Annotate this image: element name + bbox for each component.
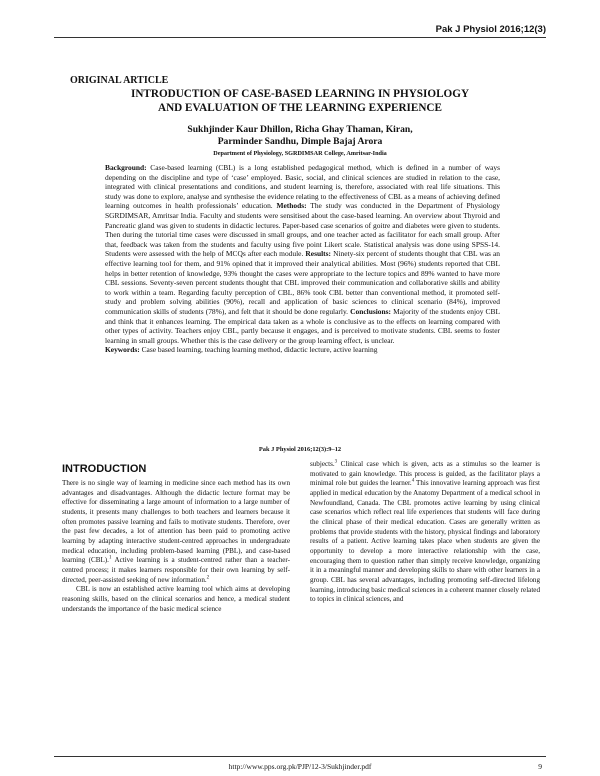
background-label: Background: <box>105 163 147 172</box>
results-text: Ninety-six percent of students thought that CBL was an effective learning tool for them, and 91% opined that it improved their analytical abilities. Most (96%) students reported that CBL helps in better retention of knowledge, 93% thought the cases were appropriate to the lecture topics and 89% wanted to have more CBL sessions. Seventy-seven percent students thought that CBL improved their communication and collaborative skills and ability to work within a team. Regarding faculty perception of CBL, 86% took CBL better than conventional method, it promoted self-study and problem solving abilities (90%), recall and application of basic sciences to clinical scenario (84%), improved communication skills of students (78%), and felt that it should be done regularly. <box>105 249 501 316</box>
citation: Pak J Physiol 2016;12(3):9–12 <box>258 446 342 453</box>
footer-url: http://www.pps.org.pk/PJP/12-3/Sukhjinder.pdf <box>228 762 372 771</box>
authors-line-1: Sukhjinder Kaur Dhillon, Richa Ghay Thaman, Kiran, <box>187 124 413 135</box>
intro-paragraph-1 <box>62 479 290 585</box>
authors-line-2: Parminder Sandhu, Dimple Bajaj Arora <box>217 136 383 147</box>
methods-label: Methods: <box>276 201 307 211</box>
conclusions-text: Majority of the students enjoy CBL and think that it enhances learning. The empirical data taken as a whole is conclusive as to the effects on learning compared with other types of activity. Teachers enjoy CBL, partly because it engages, and is perceived to motivate students. CBL seems to foster learning in small groups. Whether this is the case delivery or the group learning effect, is unclear. <box>105 306 501 345</box>
methods-text: The study was conducted in the Department of Physiology SGRDIMSAR, Amritsar India. Faculty and students were sensitised about the case-based learning. An overview about Thyroid and Pancreatic gland was given to students in didactic lectures. Paper-based case scenarios of goitre and diabetes were given to students. Then during the tutorial time cases were discussed in small groups, and one teacher acted as facilitator for each small group. After that, feedback was taken from the students and faculty using five point Likert scale. Statistical analysis was done using SPSS-14. Students were assessed with the help of MCQs after each module. <box>105 201 500 259</box>
intro-text-3b: Clinical case which is given, acts as a stimulus so the learner is motivated to gain knowledge. This process is guided, as the facilitator plays a minimal role but guides the learner. <box>310 460 540 488</box>
intro-paragraph-2: CBL is now an established active learning tool which aims at developing reasoning skills, based on the clinical scenarios and hence, a medical student understands the importance of the basic medical science <box>62 585 290 613</box>
affiliation: Department of Physiology, SGRDIMSAR College, Amritsar-India <box>213 150 387 157</box>
journal-header: Pak J Physiol 2016;12(3) <box>435 24 546 35</box>
background-text: Case-based learning (CBL) is a long established pedagogical method, which is defined in a number of ways depending on the discipline and type of ‘case’ employed. Basic, social, and clinical sciences are studied in relation to the case, integrated with clinical presentations and conditions, and student learning is, therefore, associated with real life situations. This study was done to explore, analyse and synthesise the evidence relating to the effectiveness of CBL as a means of achieving defined learning outcomes in health professionals’ education. <box>105 163 500 211</box>
right-column <box>310 460 540 605</box>
title-line-2: AND EVALUATION OF THE LEARNING EXPERIENCE <box>158 102 442 114</box>
abstract <box>105 163 500 355</box>
reference-2: 2 <box>206 575 210 581</box>
reference-4: 4 <box>411 478 415 484</box>
results-label: Results: <box>305 249 332 259</box>
introduction-heading: INTRODUCTION <box>62 463 147 475</box>
intro-text-1a: There is no single way of learning in medicine since each method has its own advantages and disadvantages. Although the didactic lecture format may be effective for disseminating a large amount of information to a large number of students, it presents many challenges to both teachers and learners because it often promotes passive learning and fails to motivate students. Therefore, over the past few decades, a lot of attention has been paid to promoting active learning by adapting interactive student-centred approaches in undergraduate medical education, including problem-based learning (PBL), and case-based learning (CBL). <box>62 479 290 565</box>
intro-text-3a: subjects. <box>310 460 335 468</box>
article-type: ORIGINAL ARTICLE <box>70 75 169 86</box>
reference-3: 3 <box>334 459 338 465</box>
header-rule <box>54 37 546 38</box>
page-number: 9 <box>538 762 542 771</box>
keywords-text: Case based learning, teaching learning method, didactic lecture, active learning <box>141 345 378 355</box>
article-title <box>70 87 530 115</box>
reference-1: 1 <box>108 555 112 561</box>
keywords-label: Keywords: <box>105 345 140 355</box>
intro-text-1b: Active learning is a student-centred rather than a teacher-centred process; it makes learners responsible for their own learning by self-directed, peer-assisted seeking of new information. <box>62 556 290 584</box>
left-column <box>62 479 290 614</box>
intro-text-3c: This innovative learning approach was first applied in medical education by the Anatomy Department of a medical school in Newfoundland, Canada. The CBL promotes active learning by using clinical case scenarios which reflect real life experiences that students will face during the clinical phase of their medical education. Cases are generally written as problems that provide students with the history, physical findings and laboratory results of a patient. Active learning takes place when students are given the opportunity to develop a more interactive relationship with the case, encouraging them to question rather than simply receive knowledge, organizing it in a meaningful manner and developing skills to share with other learners in a group. CBL has several advantages, including promoting self-directed lifelong learning, introducing basic medical sciences in a coherent manner closely related to topics in clinical sciences, and <box>310 479 540 604</box>
intro-paragraph-3 <box>310 460 540 605</box>
author-list <box>70 124 530 148</box>
conclusions-label: Conclusions: <box>350 306 392 316</box>
title-line-1: INTRODUCTION OF CASE-BASED LEARNING IN PHYSIOLOGY <box>130 88 470 100</box>
footer-rule <box>54 756 546 757</box>
